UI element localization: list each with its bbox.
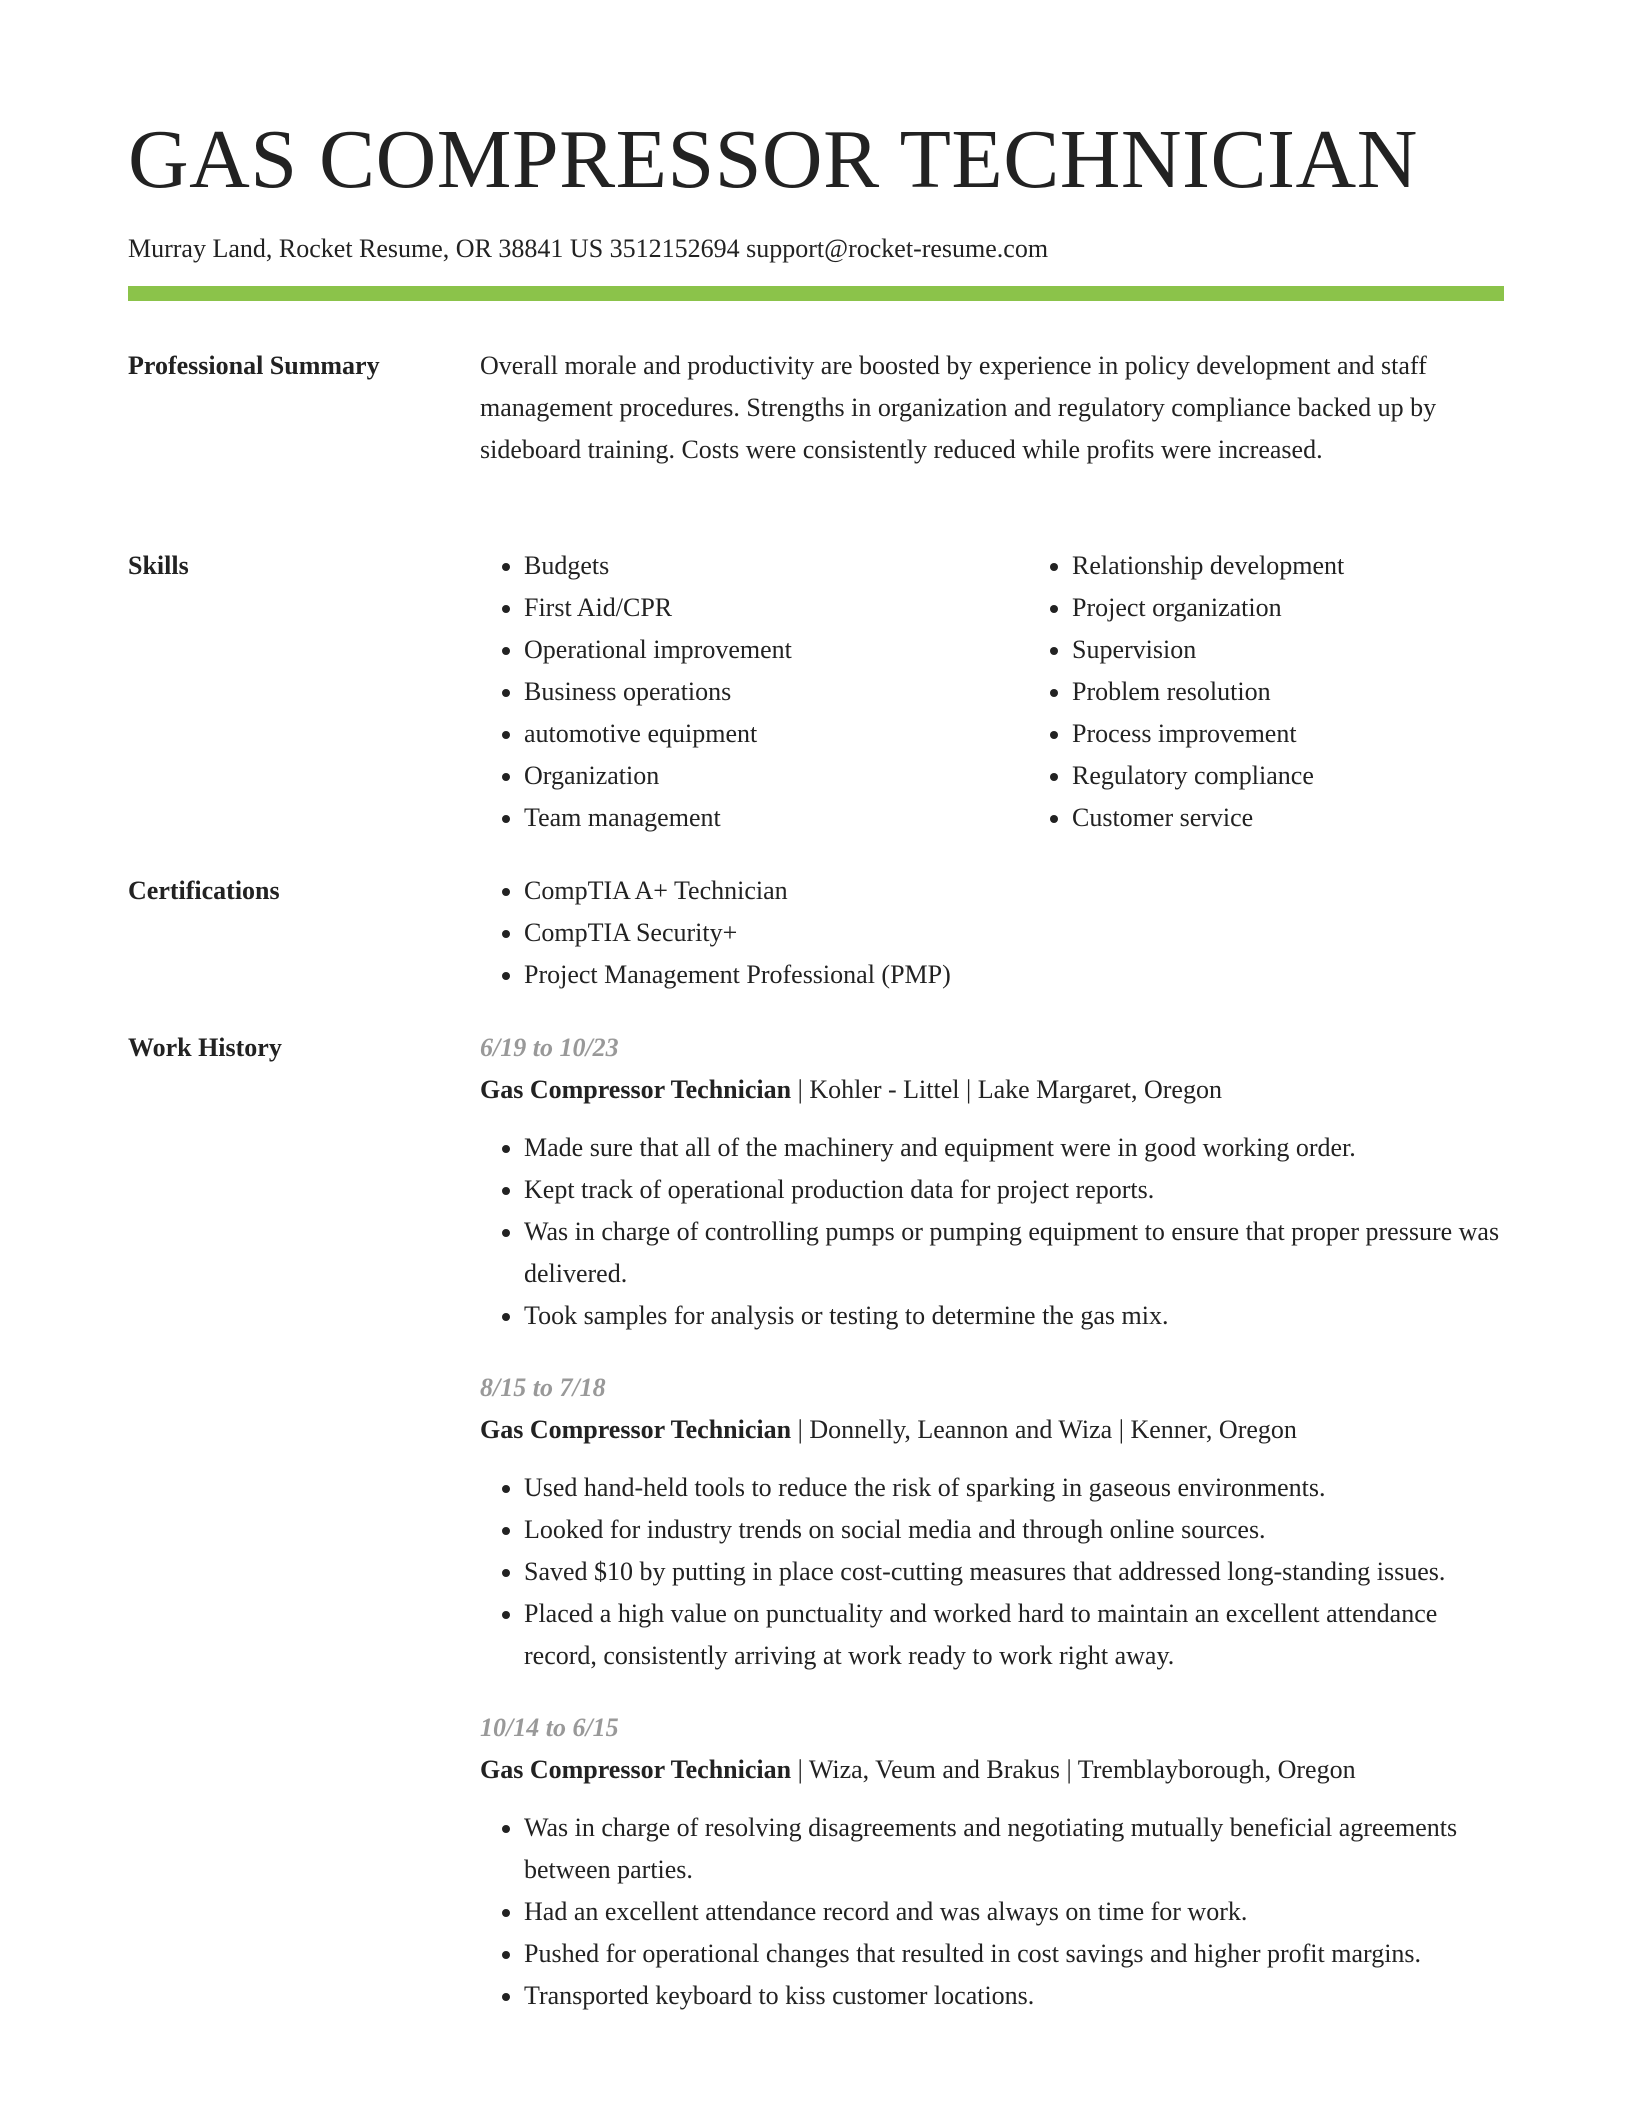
skills-content [480,545,1504,839]
accent-divider [128,286,1504,301]
job-bullet: • Took samples for analysis or testing to determine the gas mix. [524,1295,1504,1337]
contact-line: Murray Land, Rocket Resume, OR 38841 US 3512152694 support@rocket-resume.com [128,234,1049,263]
skill-item: • Business operations [524,671,984,713]
job-company: Wiza, Veum and Brakus [808,1755,1061,1784]
certifications-list [480,870,1504,996]
job-separator: | [791,1755,809,1784]
job-bullet: • Pushed for operational changes that resulted in cost savings and higher profit margins. [524,1933,1504,1975]
job-dates: 10/14 to 6/15 [480,1713,619,1742]
job-separator: | [791,1075,810,1104]
job-title-line [480,1409,1504,1451]
section-label-summary: Professional Summary [128,351,380,380]
skill-item: • Operational improvement [524,629,984,671]
job-bullet: • Kept track of operational production data for project reports. [524,1169,1504,1211]
skills-column-left [480,545,984,839]
job-location: Tremblayborough, Oregon [1077,1755,1356,1784]
job-bullet: • Looked for industry trends on social media and through online sources. [524,1509,1504,1551]
skill-item: • Budgets [524,545,984,587]
job-title: Gas Compressor Technician [480,1075,792,1104]
job-title-line [480,1749,1504,1791]
resume-name: GAS COMPRESSOR TECHNICIAN [128,113,1418,206]
job-dates: 6/19 to 10/23 [480,1033,619,1062]
job-bullet: • Used hand-held tools to reduce the risk of sparking in gaseous environments. [524,1467,1504,1509]
job-dates: 8/15 to 7/18 [480,1373,606,1402]
job-bullet: • Had an excellent attendance record and was always on time for work. [524,1891,1504,1933]
skill-item: • Supervision [1072,629,1532,671]
skill-item: • First Aid/CPR [524,587,984,629]
job-company: Kohler - Littel [809,1075,960,1104]
skill-item: • Organization [524,755,984,797]
job-bullet: • Saved $10 by putting in place cost-cutting measures that addressed long-standing issues. [524,1551,1504,1593]
job-separator: | [1112,1415,1131,1444]
certification-item: • CompTIA Security+ [524,912,1504,954]
job-bullet: • Was in charge of resolving disagreements and negotiating mutually beneficial agreements between parties. [524,1807,1504,1891]
skills-column-right [1028,545,1532,839]
job-entry [480,1707,1504,2017]
job-title-line [480,1069,1504,1111]
work-history-content [480,1027,1504,2047]
section-label-skills: Skills [128,551,189,580]
job-bullets [480,1467,1504,1677]
certification-item: • CompTIA A+ Technician [524,870,1504,912]
section-label-certifications: Certifications [128,876,280,905]
skill-item: • Problem resolution [1072,671,1532,713]
job-entry [480,1367,1504,1677]
summary-text: Overall morale and productivity are boosted by experience in policy development and staff management procedures. Strengths in organization and regulatory compliance backed up by sideboard training. Costs were consistently reduced while profits were increased. [480,351,1437,464]
skill-item: • Team management [524,797,984,839]
job-bullet: • Transported keyboard to kiss customer locations. [524,1975,1504,2017]
section-label-work-history: Work History [128,1033,282,1062]
job-entry [480,1027,1504,1337]
job-separator: | [1060,1755,1078,1784]
job-separator: | [791,1415,810,1444]
skill-item: • Customer service [1072,797,1532,839]
skill-item: • Regulatory compliance [1072,755,1532,797]
job-location: Kenner, Oregon [1130,1415,1297,1444]
job-separator: | [959,1075,978,1104]
job-bullets [480,1127,1504,1337]
skill-item: • Process improvement [1072,713,1532,755]
job-bullet: • Made sure that all of the machinery and equipment were in good working order. [524,1127,1504,1169]
job-bullets [480,1807,1504,2017]
job-bullet: • Was in charge of controlling pumps or pumping equipment to ensure that proper pressure was delivered. [524,1211,1504,1295]
summary-content [480,345,1504,471]
skill-item: • automotive equipment [524,713,984,755]
job-title: Gas Compressor Technician [480,1755,792,1784]
skill-item: • Relationship development [1072,545,1532,587]
certification-item: • Project Management Professional (PMP) [524,954,1504,996]
job-location: Lake Margaret, Oregon [977,1075,1222,1104]
certifications-content [480,870,1504,996]
job-company: Donnelly, Leannon and Wiza [809,1415,1113,1444]
skill-item: • Project organization [1072,587,1532,629]
job-bullet: • Placed a high value on punctuality and worked hard to maintain an excellent attendance record, consistently arriving at work ready to work right away. [524,1593,1504,1677]
job-title: Gas Compressor Technician [480,1415,792,1444]
